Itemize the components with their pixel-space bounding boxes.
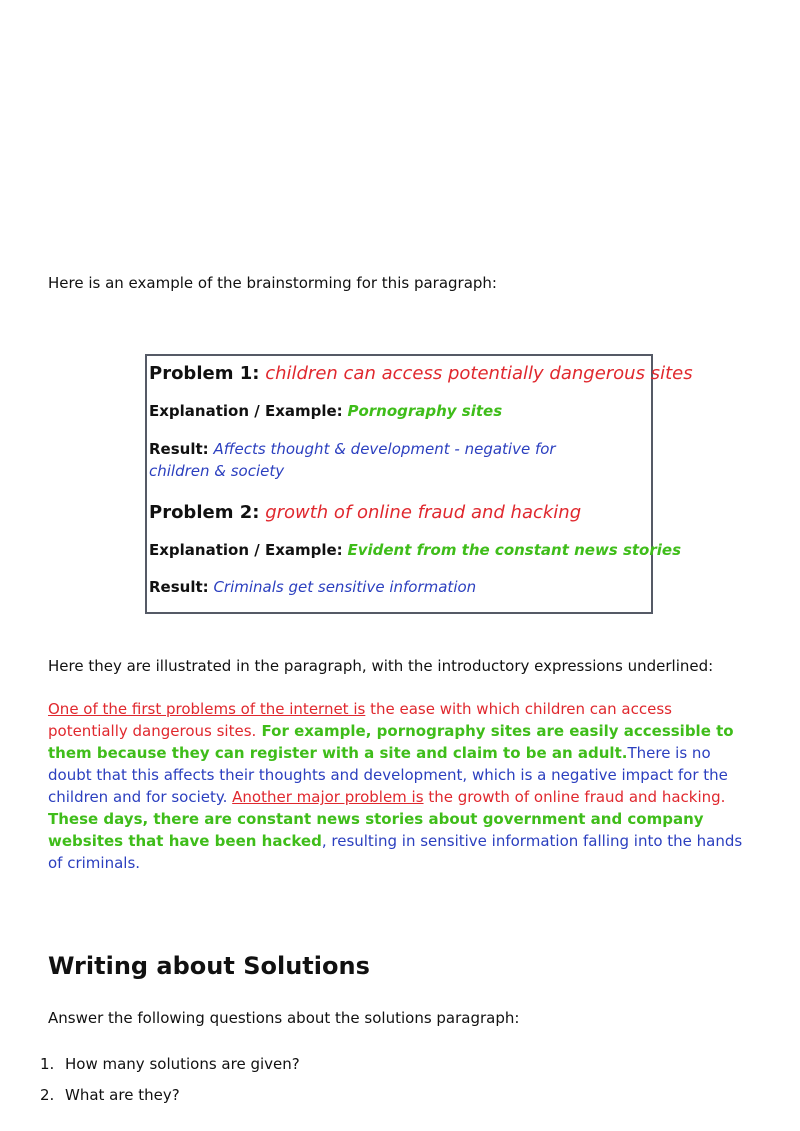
explanation-1-text: Pornography sites xyxy=(347,402,503,420)
problem-1-label: Problem 1: xyxy=(149,363,260,384)
problem-2-sentence: the growth of online fraud and hacking. xyxy=(423,788,726,806)
result-2-sentence: , resulting in sensitive information falling into the hands of criminals. xyxy=(48,832,743,872)
problem-2-text: growth of online fraud and hacking xyxy=(265,502,582,523)
result-1-sentence: There is no doubt that this affects their thoughts and development, which is a negative impact for the children and for society. xyxy=(48,744,728,806)
explanation-1-row xyxy=(149,401,651,421)
section-heading: Writing about Solutions xyxy=(48,952,370,980)
illustration-intro: Here they are illustrated in the paragraph, with the introductory expressions underlined: xyxy=(48,657,714,675)
list-number: 1. xyxy=(40,1055,55,1073)
problem-2-label: Problem 2: xyxy=(149,502,260,523)
questions-list xyxy=(40,1049,300,1111)
list-text: How many solutions are given? xyxy=(65,1055,300,1073)
problem-1-row xyxy=(149,360,693,388)
example-1-sentence: For example, pornography sites are easily accessible to them because they can register with a site and claim to be an adult. xyxy=(48,722,734,762)
example-paragraph xyxy=(48,698,753,874)
result-2-row xyxy=(149,576,651,598)
problem-1-sentence: the ease with which children can access potentially dangerous sites. xyxy=(48,700,672,740)
list-number: 2. xyxy=(40,1086,55,1104)
result-1-label: Result: xyxy=(149,440,209,458)
explanation-2-label: Explanation / Example: xyxy=(149,541,343,559)
problem-1-text: children can access potentially dangerous sites xyxy=(265,363,693,384)
questions-intro: Answer the following questions about the solutions paragraph: xyxy=(48,1009,520,1027)
example-2-sentence: These days, there are constant news stories about government and company websites that have been hacked xyxy=(48,810,704,850)
explanation-2-row xyxy=(149,540,681,560)
result-2-label: Result: xyxy=(149,578,209,596)
list-text: What are they? xyxy=(65,1086,180,1104)
list-item xyxy=(40,1049,300,1080)
list-item xyxy=(40,1080,300,1111)
intro-expression-2: Another major problem is xyxy=(232,788,424,806)
result-1-row xyxy=(149,438,619,482)
intro-text: Here is an example of the brainstorming for this paragraph: xyxy=(48,274,497,292)
intro-expression-1: One of the first problems of the internet is xyxy=(48,700,366,718)
result-1-text: Affects thought & development - negative for children & society xyxy=(149,440,556,480)
result-2-text: Criminals get sensitive information xyxy=(213,578,477,596)
explanation-2-text: Evident from the constant news stories xyxy=(347,541,681,559)
brainstorm-box xyxy=(145,354,693,614)
problem-2-row xyxy=(149,499,651,527)
explanation-1-label: Explanation / Example: xyxy=(149,402,343,420)
